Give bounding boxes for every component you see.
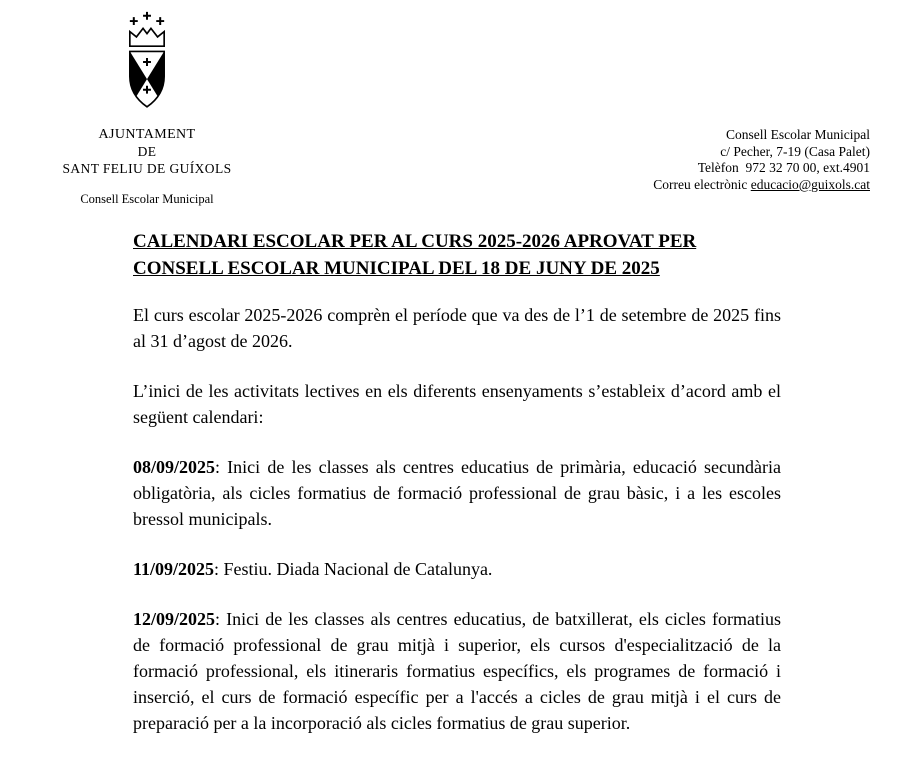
paragraph-school-year-period	[133, 302, 781, 354]
org-name-line3: SANT FELIU DE GUÍXOLS	[62, 161, 232, 176]
document-title-line1: CALENDARI ESCOLAR PER AL CURS 2025-2026 APROVAT PER	[133, 231, 697, 252]
org-name-line1: AJUNTAMENT	[98, 127, 196, 142]
document-body	[133, 228, 781, 736]
coat-of-arms-icon	[114, 10, 180, 110]
entry-text: : Inici de les classes als centres educatius, de batxillerat, els cicles formatius de formació professional de grau mitjà i superior, els cursos d'especialització de la formació professional, els itineraris formatius específics, els programes de formació i inserció, el curs de formació específic per a l'accés a cicles de grau mitjà i el curs de preparació per a la incorporació als cicles formatius de grau superior.	[133, 609, 781, 733]
contact-email-prefix: Correu electrònic	[653, 176, 751, 192]
contact-phone: Telèfon 972 32 70 00, ext.4901	[697, 160, 870, 175]
entry-date: 08/09/2025	[133, 457, 216, 477]
calendar-entry-1109	[133, 556, 781, 582]
document-title	[133, 228, 781, 282]
contact-org: Consell Escolar Municipal	[726, 127, 870, 142]
contact-block	[653, 127, 870, 193]
entry-date: 12/09/2025	[133, 609, 216, 629]
contact-address: c/ Pecher, 7-19 (Casa Palet)	[720, 143, 870, 159]
entry-text: : Festiu. Diada Nacional de Catalunya.	[214, 559, 493, 579]
paragraph-text: L’inici de les activitats lectives en els diferents ensenyaments s’estableix d’acord amb el següent calendari:	[133, 381, 781, 427]
paragraph-calendar-intro	[133, 378, 781, 430]
entry-date: 11/09/2025	[133, 559, 215, 579]
email-link[interactable]: educacio@guixols.cat	[750, 176, 870, 192]
entry-text: : Inici de les classes als centres educatius de primària, educació secundària obligatòria, als cicles formatius de formació professional de grau bàsic, i a les escoles bressol municipals.	[133, 457, 781, 529]
calendar-entry-0809	[133, 454, 781, 532]
document-title-line2: CONSELL ESCOLAR MUNICIPAL DEL 18 DE JUNY DE 2025	[133, 258, 660, 279]
org-department: Consell Escolar Municipal	[80, 192, 214, 206]
org-header-block	[52, 10, 242, 207]
org-name-line2: DE	[137, 144, 157, 159]
calendar-entry-1209	[133, 606, 781, 736]
paragraph-text: El curs escolar 2025-2026 comprèn el període que va des de l’1 de setembre de 2025 fins al 31 d’agost de 2026.	[133, 305, 781, 351]
contact-email-line	[653, 177, 870, 194]
